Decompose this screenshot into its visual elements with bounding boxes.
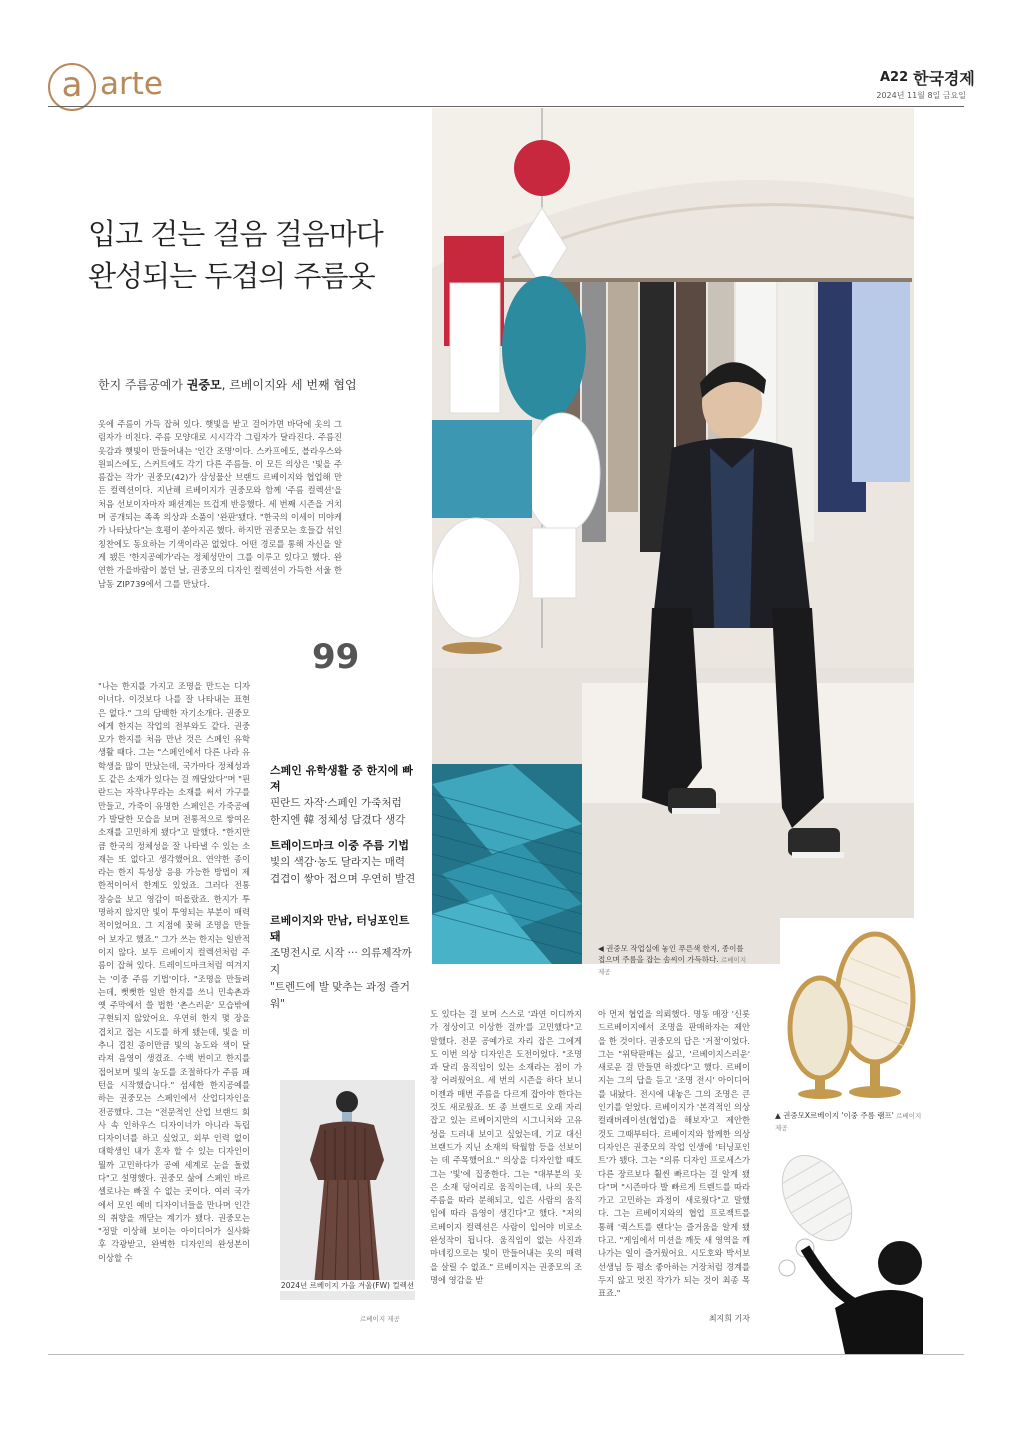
pull-quote-3-line-1: 조명전시로 시작 ··· 의류제작까지	[270, 947, 412, 976]
lamp-credit: 르베이지 제공	[775, 1112, 922, 1132]
pull-quote-1-line-1: 핀란드 자작·스페인 가죽처럼	[270, 797, 402, 809]
headline-line-2: 완성되는 두겹의 주름옷	[88, 259, 375, 293]
pull-quote-3	[270, 913, 420, 1013]
pull-quote-3-title: 르베이지와 만남, 터닝포인트 돼	[270, 914, 410, 943]
pull-quote-2-line-2: 겹겹이 쌓아 접으며 우연히 발견	[270, 873, 416, 885]
lamp-photo	[780, 918, 920, 1108]
footer-rule	[48, 1354, 964, 1355]
arte-logo-letter: a	[61, 65, 83, 105]
main-photo-caption	[598, 943, 750, 978]
subhead	[98, 376, 357, 393]
lamp-illustration	[780, 918, 920, 1108]
craftsman-photo	[775, 1148, 923, 1354]
headline	[88, 213, 408, 297]
body-column-4: 아 먼저 협업을 의뢰했다. 명동 매장 '신롯드르베이지에서 조명을 판매하자는 제안을 한 것이다. 권중모의 답은 '거절'이었다. 그는 "위탁판매는 싫고, '르베이지스러운' 새로운 걸 만들면 하겠다"고 했다. 르베이지는 그의 답을 듣고 '조명 전시' 아이디어를 내놨다. 전시에 내놓은 그의 조명은 큰 인기를 얻었다. 르베이지가 '본격적인 의상 컬래버레이션(협업)을 해보자'고 제안한 것도 그때부터다. 르베이지와 함께한 의상 디자인은 권중모의 작업 인생에 '터닝포인트'가 됐다. 그는 "의류 디자인 프로세스가 다른 장르보다 훨씬 빠르다는 걸 알게 됐다"며 "시즌마다 발 빠르게 트렌드를 따라가고 고민하는 과정이 새로웠다"고 말했다. 그는 르베이지와의 협업 프로젝트를 통해 '퀵스트를 랜다'는 즐거움을 알게 됐다고. "게임에서 미션을 깨듯 새 영역을 깨나가는 일이 즐거웠어요. 시도호와 박서보 선생님 등 평소 좋아하는 거장처럼 경계를 두지 않고 멋진 작가가 되는 것이 최종 목표죠."	[598, 1009, 750, 1299]
page-number: A22	[880, 70, 909, 85]
lamp-caption-text: ▲ 권중모X르베이지 '이중 주름 램프'	[775, 1111, 894, 1120]
byline: 최지희 기자	[708, 1314, 750, 1323]
pleated-hanji-photo	[432, 764, 582, 964]
main-photo-caption-text: ◀ 권중모 작업실에 놓인 푸른색 한지, 종이를 접으며 주름을 잡는 솜씨이 가득하다.	[598, 944, 744, 964]
lead-paragraph: 옷에 주름이 가득 잡혀 있다. 햇빛을 받고 걸어가면 바닥에 옷의 그림자가 비친다. 주름 모양대로 시시각각 그림자가 달라진다. 주름진 옷감과 햇빛이 만들어내는 '인간 조명'이다. 스카프에도, 블라우스와 원피스에도, 스커트에도 각기 다른 주름들. 이 모든 의상은 '빛을 주름잡는 작가' 권중모(42)가 삼성물산 브랜드 르베이지와 협업해 만든 컬렉션이다. 지난해 르베이지가 권중모와 함께 '주름 컬렉션'을 처음 선보이자마자 패션계는 뜨겁게 반응했다. 세 번째 시즌을 거치며 공개되는 족족 의상과 소품이 '완판'됐다. "한국의 이세이 미야케가 나타났다"는 호평이 쏟아지곤 했다. 하지만 권중모는 호들갑 섞인 칭찬에도 동요하는 기색이라곤 없었다. 어떤 경로를 통해 자신을 알게 됐든 '한지공예가'라는 정체성만이 그를 이루고 있다고 했다. 완연한 가을바람이 불던 날, 권중모의 디자인 컬렉션이 가득한 서울 한남동 ZIP739에서 그를 만났다.	[98, 419, 342, 589]
pull-quote-2	[270, 838, 420, 888]
subhead-name: 권중모	[186, 378, 222, 392]
pull-quote-3-line-2: "트렌드에 발 맞추는 과정 즐거워"	[270, 981, 410, 1010]
pull-quote-1	[270, 763, 420, 829]
model-illustration	[280, 1080, 415, 1300]
lamp-caption	[775, 1110, 925, 1134]
header-rule	[48, 106, 964, 107]
main-photo-credit: 르베이지 제공	[598, 956, 747, 976]
subhead-suffix: , 르베이지와 세 번째 협업	[221, 378, 357, 392]
pull-quote-2-title: 트레이드마크 이중 주름 기법	[270, 839, 409, 852]
publication-date: 2024년 11월 8일 금요일	[876, 91, 966, 100]
pleated-hanji-illustration	[432, 764, 582, 964]
pull-quote-2-line-1: 빛의 색감·농도 달라지는 매력	[270, 856, 406, 868]
quote-mark-icon: 99	[312, 637, 360, 677]
model-caption	[280, 1280, 415, 1291]
model-credit: 르베이지 제공	[360, 1315, 400, 1323]
headline-line-1: 입고 걷는 걸음 걸음마다	[88, 217, 383, 251]
pull-quote-1-line-2: 한지엔 韓 정체성 담겼다 생각	[270, 814, 406, 826]
newspaper-name: 한국경제	[913, 69, 975, 88]
arte-logo-circle	[48, 63, 96, 111]
subhead-prefix: 한지 주름공예가	[98, 378, 187, 392]
arte-logo-word: arte	[100, 66, 163, 102]
pull-quote-1-title: 스페인 유학생활 중 한지에 빠져	[270, 764, 413, 793]
model-photo	[280, 1080, 415, 1300]
craftsman-illustration	[775, 1148, 923, 1354]
body-column-3: 도 있다는 걸 보며 스스로 '과연 이디까지가 정상이고 이상한 걸까'를 고민했다"고 말했다. 전문 공예가로 자리 잡은 그에게도 이번 의상 디자인은 도전이었다. "조명과 달리 움직임이 있는 소재라는 점이 가장 어려웠어요. 세 번의 시즌을 하다 보니 이젠과 매번 주름을 다르게 잡아야 한다는 것도 새로웠죠. 또 종 브랜드로 오래 자리 잡고 있는 르베이지만의 시그니처와 고유성을 드러내 보이고 싶었는데, 기교 대신 브랜드가 지닌 소재의 탁월함 등을 선보이는 데 주목했어요." 의상을 디자인할 때도 그는 '빛'에 집중한다. 그는 "대부분의 옷은 소재 덩어리로 움직이는데, 나의 옷은 주름을 따라 분해되고, 입은 사람의 움직임에 따라 음영이 생긴다"고 했다. "저의 르베이지 컬렉션은 사람이 입어야 비로소 완성작이 됩니다. 움직임이 없는 사진과 마네킹으로는 빛이 만들어내는 옷의 매력을 살릴 수 없죠." 르베이지는 권중모의 조명에 영감을 받	[430, 1009, 582, 1285]
model-caption-text: 2024년 르베이지 가을 겨울(FW) 컬렉션	[280, 1281, 415, 1290]
body-column-1: "나는 한지를 가지고 조명을 만드는 디자이너다. 이것보다 나를 잘 나타내는 표현은 없다." 그의 담백한 자기소개다. 권중모에게 한지는 작업의 전부와도 같다. 권중모가 한지를 처음 만난 것은 스페인 유학 생활 때다. 그는 "스페인에서 다른 나라 유학생을 많이 만났는데, 국가마다 정체성과도 같은 소재가 있다는 걸 깨달았다"며 "핀란드는 자작나무라는 소재를 써서 가구를 만들고, 가죽이 유명한 스페인은 가죽공예가 발달한 모습을 보며 전통적으로 쌓여온 소재를 고민하게 됐다"고 말했다. "한지만큼 한국의 정체성을 잘 나타낼 수 있는 소재는 또 없다고 생각했어요. 연약한 종이라는 한지 특성상 응용 가능한 방법이 제한적이어서 한계도 있었죠. 그러다 전통 장승을 보고 영감이 떠올랐죠. 한지가 투명하지 않지만 빛이 투영되는 부분이 매력적이었어요. 그 지점에 꽂혀 조명을 만들어 보자고 했죠." 그가 쓰는 한지는 일반적이지 않다. 보두 르베이지 컬렉션처럼 주름이 잡혀 있다. 트레이드마크처럼 여겨지는 '이중 주름 기법'이다. "조명을 만들려는데, 뻣뻣한 일반 한지를 쓰니 민속촌과 옛 주막에서 쓸 법한 '촌스러운' 모습밖에 구현되지 않았어요. 우연히 한지 몇 장을 겹치고 접는 시도를 하게 됐는데, 빛을 비추니 겹친 종이만큼 빛의 농도와 색이 달라져 음영이 생겼죠. 수백 번이고 한지를 접어보며 빛의 농도를 조절하다가 주름 패턴을 시작했습니다." 섬세한 한지공예를 하는 권중모는 스페인에서 산업디자인을 전공했다. 그는 "전문적인 산업 브랜드 회사 속 인하우스 디자이너가 아니라 독립 디자이너를 하고 싶었고, 외부 인력 없이 대학생인 내가 혼자 할 수 있는 디자인이 뭘까 고민하다가 공예 세계로 눈을 돌렸다"고 설명했다. 권중모 삶에 스페인 바르셀로나는 빠질 수 없는 곳이다. 여러 국가에서 모인 예비 디자이너들을 만나며 인간의 취향을 깨닫는 계기가 됐다. 권중모는 "정말 이상해 보이는 아이디어가 실사화 후 각광받고, 완벽한 디자인의 완성본이 이상할 수	[98, 681, 250, 1263]
